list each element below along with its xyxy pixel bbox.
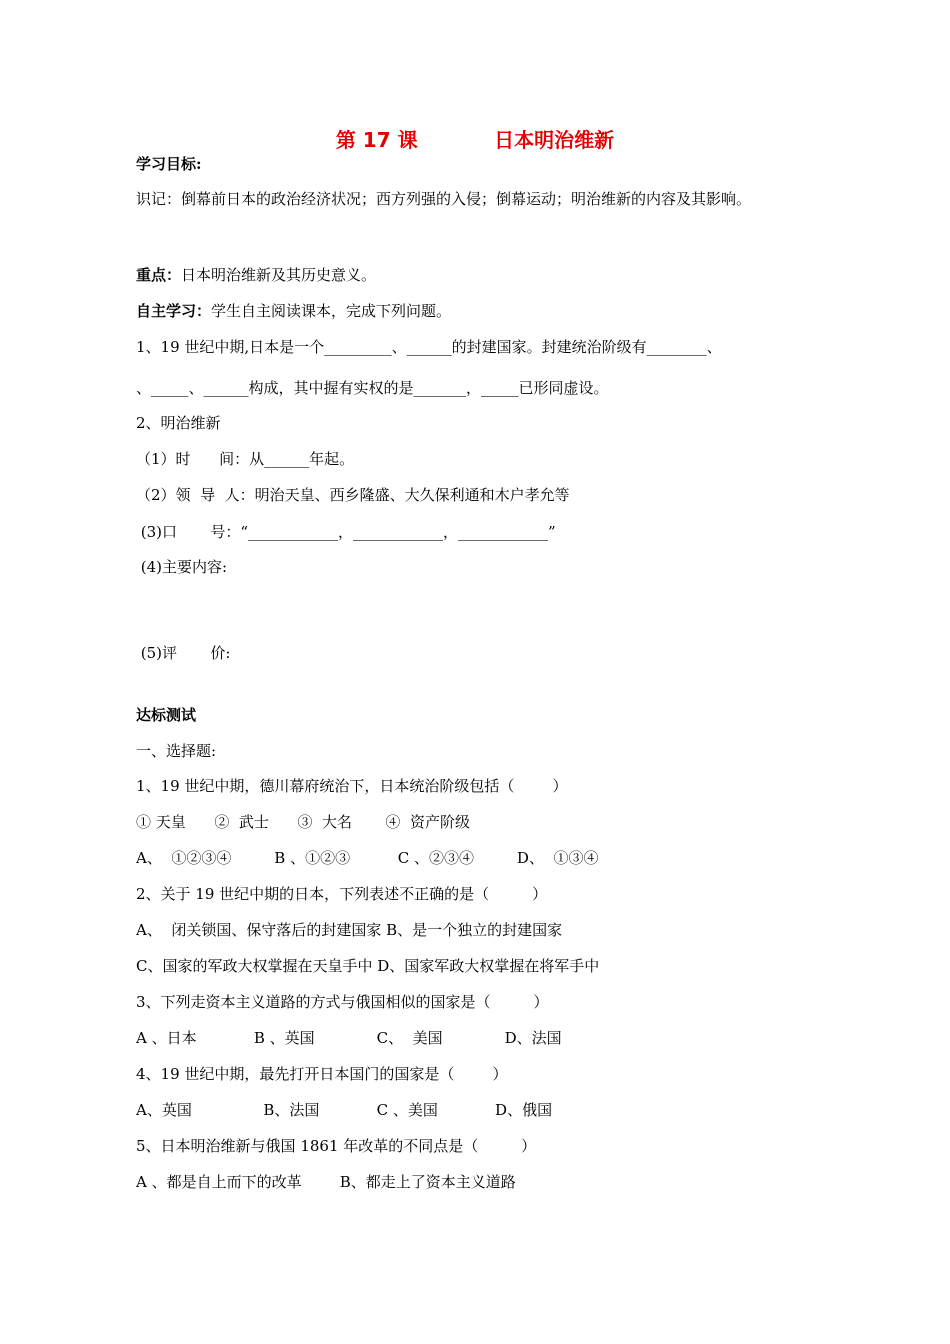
self-study-text: 学生自主阅读课本，完成下列问题。 xyxy=(211,302,452,320)
page-title: 第 17 课 日本明治维新 xyxy=(335,128,615,152)
focus-text: 日本明治维新及其历史意义。 xyxy=(181,266,377,284)
goals-text: 识记：倒幕前日本的政治经济状况；西方列强的入侵；倒幕运动；明治维新的内容及其影响。 xyxy=(136,190,752,208)
question-1-line-1: 1、19 世纪中期,日本是一个_________、______的封建国家。封建统治阶级有________、 xyxy=(136,338,722,356)
question-1-line-2: 、_____、______构成，其中握有实权的是_______，_____已形同虚设。 xyxy=(136,379,609,397)
option-line: C、国家的军政大权掌握在天皇手中 D、国家军政大权掌握在将军手中 xyxy=(136,957,600,975)
section-heading: 一、选择题: xyxy=(136,742,217,760)
question-line: 4、19 世纪中期，最先打开日本国门的国家是（ ） xyxy=(136,1065,508,1083)
focus-label: 重点： xyxy=(136,266,182,284)
test-heading: 达标测试 xyxy=(136,706,197,724)
option-line: A、 闭关锁国、保守落后的封建国家 B、是一个独立的封建国家 xyxy=(136,921,563,939)
question-line: 2、关于 19 世纪中期的日本，下列表述不正确的是（ ） xyxy=(136,885,548,903)
option-line: ① 天皇 ② 武士 ③ 大名 ④ 资产阶级 xyxy=(136,813,470,831)
question-2-content: (4)主要内容: xyxy=(136,558,228,576)
question-2-slogan: (3)口 号：“____________，____________，____________” xyxy=(136,523,556,541)
question-2-evaluation: (5)评 价: xyxy=(136,644,231,662)
focus-line xyxy=(136,265,376,285)
self-study-line xyxy=(136,301,451,321)
question-2-heading: 2、明治维新 xyxy=(136,414,221,432)
option-line: A、英国 B、法国 C 、美国 D、俄国 xyxy=(136,1101,553,1119)
option-line: A、 ①②③④ B 、①②③ C 、②③④ D、 ①③④ xyxy=(136,849,599,867)
question-line: 3、下列走资本主义道路的方式与俄国相似的国家是（ ） xyxy=(136,993,549,1011)
question-2-time: （1）时 间：从______年起。 xyxy=(136,450,355,468)
question-line: 5、日本明治维新与俄国 1861 年改革的不同点是（ ） xyxy=(136,1137,537,1155)
question-2-leaders: （2）领 导 人：明治天皇、西乡隆盛、大久保利通和木户孝允等 xyxy=(136,486,570,504)
option-line: A 、都是自上而下的改革 B、都走上了资本主义道路 xyxy=(136,1173,516,1191)
option-line: A 、日本 B 、英国 C、 美国 D、法国 xyxy=(136,1029,562,1047)
question-line: 1、19 世纪中期，德川幕府统治下，日本统治阶级包括（ ） xyxy=(136,777,568,795)
self-study-label: 自主学习： xyxy=(136,302,212,320)
study-goals-heading: 学习目标: xyxy=(136,155,202,173)
